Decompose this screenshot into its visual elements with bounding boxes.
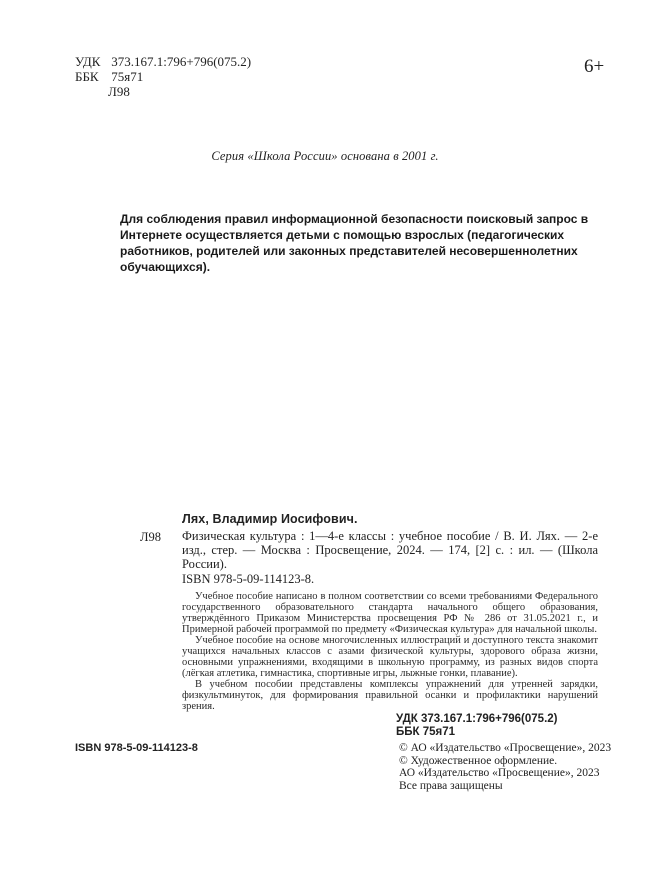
copyright-line: © Художественное оформление.: [399, 754, 558, 767]
copyright-block: [399, 742, 611, 792]
catalog-annotation: [182, 591, 598, 712]
catalog-author: Лях, Владимир Иосифович.: [182, 512, 358, 526]
copyright-line: АО «Издательство «Просвещение», 2023: [399, 767, 600, 779]
bbk-value: 75я71: [111, 69, 144, 84]
catalog-isbn: ISBN 978-5-09-114123-8.: [182, 572, 315, 586]
udk-label: УДК: [75, 54, 101, 69]
annotation-paragraph: Учебное пособие на основе многочисленных иллюстраций и доступного текста знакомит учащихся начальных классов с азами физической культуры, здорового образа жизни, основными упражнениями, входящими в школьную программу, из разных видов спорта (лёгкая атлетика, гимнастика, спортивные игры, лыжные гонки, плавание).: [182, 635, 598, 679]
author-mark: Л98: [108, 84, 130, 99]
catalog-udk: УДК 373.167.1:796+796(075.2): [396, 713, 558, 725]
copyright-line: © АО «Издательство «Просвещение», 2023: [399, 742, 612, 754]
copyright-line: Все права защищены: [399, 779, 503, 792]
internet-safety-notice: Для соблюдения правил информационной безопасности поисковый запрос в Интернете осуществляется детьми с помощью взрослых (педагогических работников, родителей или законных представителей несовершеннолетних обучающихся).: [120, 212, 589, 274]
series-note: Серия «Школа России» основана в 2001 г.: [211, 149, 439, 163]
age-rating: 6+: [584, 56, 605, 77]
catalog-codes: [396, 713, 558, 739]
udk-value: 373.167.1:796+796(075.2): [111, 54, 252, 69]
annotation-paragraph: В учебном пособии представлены комплексы упражнений для утренней зарядки, физкультминуток, для формирования правильной осанки и профилактики нарушений зрения.: [182, 679, 598, 712]
annotation-paragraph: Учебное пособие написано в полном соответствии со всеми требованиями Федерального государственного образовательного стандарта начального общего образования, утверждённого Приказом Министерства просвещения РФ № 286 от 31.05.2021 г., и Примерной рабочей программой по предмету «Физическая культура» для начальной школы.: [182, 591, 598, 635]
catalog-card: [182, 512, 598, 712]
classification-codes: [75, 54, 251, 99]
isbn-bottom: ISBN 978-5-09-114123-8: [75, 742, 198, 754]
bbk-row: [75, 69, 251, 84]
bbk-label: ББК: [75, 69, 99, 84]
catalog-description: Физическая культура : 1—4-е классы : учебное пособие / В. И. Лях. — 2-е изд., стер. — Москва : Просвещение, 2024. — 174, [2] с. : ил. — (Школа России).: [182, 529, 598, 571]
udk-row: [75, 54, 251, 69]
catalog-mark: Л98: [140, 530, 161, 544]
catalog-bbk: ББК 75я71: [396, 726, 456, 738]
